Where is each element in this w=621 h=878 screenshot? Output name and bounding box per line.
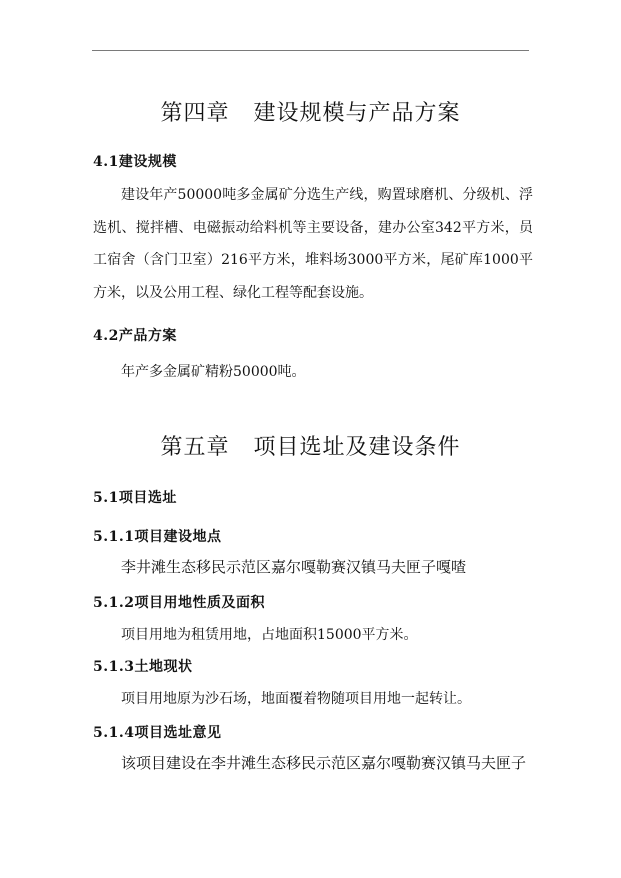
section-5-1-2-body: 项目用地为租赁用地，占地面积15000平方米。 <box>121 627 418 643</box>
section-5-1-1-heading: 5.1.1项目建设地点 <box>93 529 222 545</box>
section-5-1-heading: 5.1项目选址 <box>93 490 177 506</box>
section-4-1-heading: 4.1建设规模 <box>93 154 177 170</box>
chapter-4-name: 建设规模与产品方案 <box>253 101 461 126</box>
section-5-1-3-heading: 5.1.3土地现状 <box>93 659 193 675</box>
section-4-2-body: 年产多金属矿精粉50000吨。 <box>121 364 306 380</box>
chapter-5-number: 第五章 <box>160 435 230 460</box>
section-5-1-1-body: 李井滩生态移民示范区嘉尔嘎勒赛汉镇马夫匣子嘎喳 <box>121 558 467 576</box>
chapter-4-number: 第四章 <box>160 101 230 126</box>
header-rule <box>92 50 529 51</box>
section-5-1-4-heading: 5.1.4项目选址意见 <box>93 725 222 741</box>
section-5-1-4-body: 该项目建设在李井滩生态移民示范区嘉尔嘎勒赛汉镇马夫匣子 <box>121 754 527 772</box>
section-5-1-3-body: 项目用地原为沙石场，地面覆着物随项目用地一起转让。 <box>121 691 471 707</box>
chapter-4-title <box>0 96 621 127</box>
chapter-5-title <box>0 430 621 461</box>
section-4-2-heading: 4.2产品方案 <box>93 328 177 344</box>
chapter-5-name: 项目选址及建设条件 <box>253 435 461 460</box>
section-5-1-2-heading: 5.1.2项目用地性质及面积 <box>93 595 265 611</box>
section-4-1-body: 建设年产50000吨多金属矿分选生产线，购置球磨机、分级机、浮选机、搅拌槽、电磁振动给料机等主要设备，建办公室342平方米，员工宿舍（含门卫室）216平方米，堆料场3000平方米，尾矿库1000平方米，以及公用工程、绿化工程等配套设施。 <box>93 187 533 301</box>
